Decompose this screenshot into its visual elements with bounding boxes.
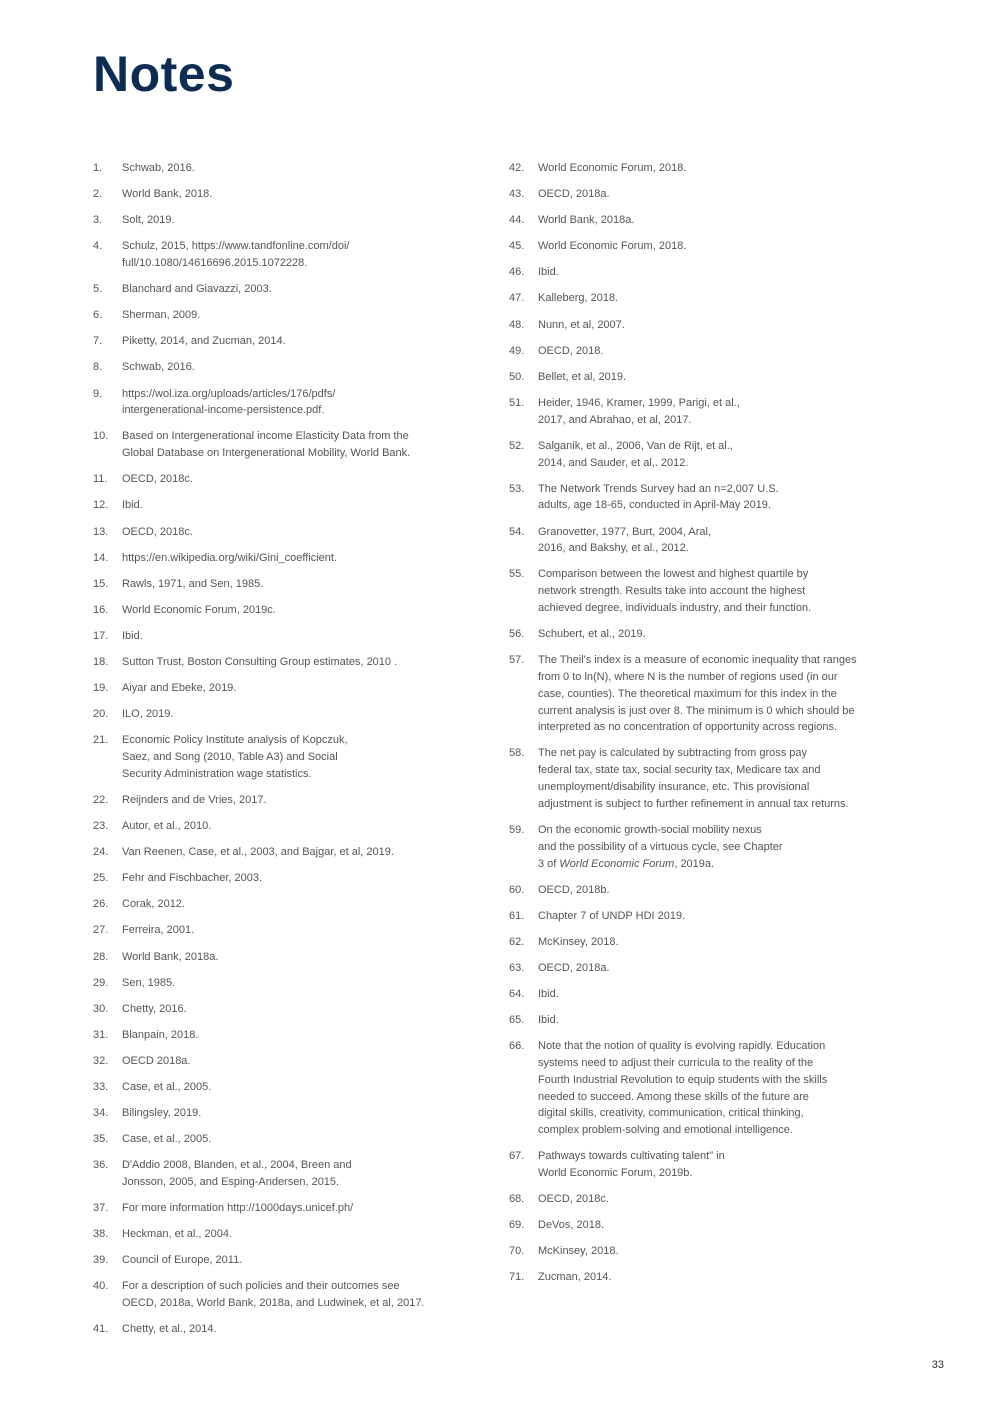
note-text: Reijnders and de Vries, 2017.	[122, 793, 267, 806]
note-item	[509, 395, 901, 429]
note-text: Ibid.	[538, 1014, 559, 1027]
note-text: Zucman, 2014.	[538, 1271, 612, 1284]
note-number: 67.	[509, 1150, 525, 1163]
note-number: 39.	[93, 1254, 109, 1267]
note-number: 13.	[93, 525, 109, 538]
note-text: World Economic Forum, 2019c.	[122, 603, 276, 616]
note-number: 17.	[93, 629, 109, 642]
note-item	[509, 986, 901, 1003]
note-text: Ibid.	[122, 499, 143, 512]
note-number: 41.	[93, 1323, 109, 1336]
note-number: 1.	[93, 162, 103, 174]
note-text: Aiyar and Ebeke, 2019.	[122, 682, 237, 695]
note-text-italic: World Economic Forum	[559, 857, 675, 870]
note-item	[509, 1148, 901, 1182]
note-text: OECD 2018a.	[122, 1054, 191, 1067]
note-text: OECD, 2018c.	[122, 525, 193, 538]
note-text: Heider, 1946, Kramer, 1999, Parigi, et al., 2017, and Abrahao, et al, 2017.	[538, 396, 740, 426]
note-number: 55.	[509, 568, 525, 581]
notes-column-left	[93, 160, 463, 1347]
note-number: 42.	[509, 162, 525, 174]
note-number: 38.	[93, 1228, 109, 1241]
note-text: https://en.wikipedia.org/wiki/Gini_coefficient.	[122, 551, 338, 564]
note-text: Heckman, et al., 2004.	[122, 1228, 233, 1241]
note-item	[93, 497, 463, 514]
note-number: 56.	[509, 628, 525, 641]
note-item	[509, 934, 901, 951]
note-item	[509, 438, 901, 472]
note-number: 47.	[509, 292, 525, 305]
note-number: 40.	[93, 1280, 109, 1293]
note-text: World Bank, 2018a.	[122, 950, 219, 963]
note-text	[538, 822, 901, 872]
note-item	[509, 212, 901, 229]
note-text: Ibid.	[122, 629, 143, 642]
note-item	[509, 524, 901, 558]
note-number: 3.	[93, 214, 103, 227]
note-item	[93, 386, 463, 420]
note-number: 22.	[93, 793, 109, 806]
note-number: 16.	[93, 603, 109, 616]
note-text: World Economic Forum, 2018.	[538, 162, 687, 174]
note-number: 29.	[93, 976, 109, 989]
note-item	[509, 481, 901, 515]
note-number: 59.	[509, 823, 525, 836]
note-text: Granovetter, 1977, Burt, 2004, Aral, 2016, and Bakshy, et al., 2012.	[538, 525, 712, 555]
note-text: OECD, 2018b.	[538, 883, 610, 896]
note-text: Kalleberg, 2018.	[538, 292, 619, 305]
note-item	[93, 1252, 463, 1269]
note-number: 64.	[509, 988, 525, 1001]
note-number: 34.	[93, 1107, 109, 1120]
note-item	[93, 654, 463, 671]
note-item	[509, 908, 901, 925]
note-number: 12.	[93, 499, 109, 512]
note-item	[509, 652, 901, 736]
note-text: OECD, 2018c.	[538, 1193, 609, 1206]
note-number: 66.	[509, 1040, 525, 1053]
note-text: The Theil's index is a measure of economic inequality that ranges from 0 to ln(N), where N is the number of regions used (in our case, counties). The theoretical maximum for this index in the current analysis is just over 8. The minimum is 0 which should be interpreted as no concentration of opportunity across regions.	[538, 654, 857, 734]
note-number: 51.	[509, 396, 525, 409]
note-number: 19.	[93, 682, 109, 695]
note-text: World Bank, 2018a.	[538, 214, 635, 227]
note-item	[509, 317, 901, 334]
note-item	[93, 922, 463, 939]
notes-column-right	[509, 160, 901, 1296]
note-number: 70.	[509, 1245, 525, 1258]
note-number: 61.	[509, 909, 525, 922]
note-item	[93, 428, 463, 462]
note-item	[93, 186, 463, 203]
note-item	[509, 1191, 901, 1208]
note-item	[93, 281, 463, 298]
note-text: The net pay is calculated by subtracting from gross pay federal tax, state tax, social security tax, Medicare tax and unemployment/disability insurance, etc. This provisional adjustment is subject to further refinement in annual tax returns.	[538, 747, 849, 810]
note-number: 48.	[509, 318, 525, 331]
note-text: Ibid.	[538, 988, 559, 1001]
note-number: 68.	[509, 1193, 525, 1206]
note-number: 43.	[509, 188, 525, 201]
note-number: 49.	[509, 344, 525, 357]
note-number: 11.	[93, 473, 108, 486]
note-item	[93, 576, 463, 593]
note-item	[93, 1105, 463, 1122]
note-item	[93, 1278, 463, 1312]
note-number: 28.	[93, 950, 109, 963]
note-text: Autor, et al., 2010.	[122, 820, 212, 833]
note-text: World Bank, 2018.	[122, 188, 213, 201]
note-item	[93, 550, 463, 567]
note-number: 30.	[93, 1002, 109, 1015]
note-item	[509, 745, 901, 812]
note-number: 14.	[93, 551, 109, 564]
note-item	[509, 882, 901, 899]
note-item	[93, 524, 463, 541]
note-number: 23.	[93, 820, 109, 833]
note-number: 62.	[509, 935, 525, 948]
note-text: Comparison between the lowest and highest quartile by network strength. Results take into account the highest achieved degree, individuals industry, and their function.	[538, 568, 812, 614]
note-text: Ibid.	[538, 266, 559, 279]
note-text: Schulz, 2015, https://www.tandfonline.com/doi/ full/10.1080/14616696.2015.1072228.	[122, 240, 350, 270]
note-item	[93, 359, 463, 376]
note-number: 27.	[93, 924, 109, 937]
note-number: 5.	[93, 283, 103, 296]
note-text: ILO, 2019.	[122, 708, 174, 721]
note-item	[509, 343, 901, 360]
note-text: Sutton Trust, Boston Consulting Group estimates, 2010 .	[122, 655, 398, 668]
note-number: 54.	[509, 525, 525, 538]
note-number: 60.	[509, 883, 525, 896]
note-text: For more information http://1000days.unicef.ph/	[122, 1202, 354, 1215]
note-number: 4.	[93, 240, 103, 253]
note-item	[93, 1200, 463, 1217]
note-text: Bellet, et al, 2019.	[538, 370, 627, 383]
note-item	[93, 949, 463, 966]
note-item	[93, 818, 463, 835]
note-text: The Network Trends Survey had an n=2,007 U.S. adults, age 18-65, conducted in April-May 2019.	[538, 482, 779, 512]
note-number: 18.	[93, 655, 109, 668]
note-number: 37.	[93, 1202, 109, 1215]
note-text: Schwab, 2016.	[122, 361, 195, 374]
note-item	[93, 160, 463, 177]
note-item	[509, 1038, 901, 1139]
note-text: Schwab, 2016.	[122, 162, 195, 174]
note-text: Bilingsley, 2019.	[122, 1107, 202, 1120]
note-text: Economic Policy Institute analysis of Kopczuk, Saez, and Song (2010, Table A3) and Social Security Administration wage statistics.	[122, 734, 348, 780]
note-text: Council of Europe, 2011.	[122, 1254, 243, 1267]
note-number: 31.	[93, 1028, 109, 1041]
note-number: 35.	[93, 1133, 109, 1146]
note-text: Corak, 2012.	[122, 898, 185, 911]
note-number: 36.	[93, 1159, 109, 1172]
note-item	[509, 1269, 901, 1286]
note-item	[509, 1243, 901, 1260]
note-number: 7.	[93, 335, 103, 348]
note-number: 63.	[509, 961, 525, 974]
note-item	[93, 307, 463, 324]
note-number: 52.	[509, 439, 525, 452]
note-number: 44.	[509, 214, 525, 227]
note-item	[93, 680, 463, 697]
note-item	[509, 369, 901, 386]
note-number: 50.	[509, 370, 525, 383]
note-item	[93, 212, 463, 229]
note-text: Rawls, 1971, and Sen, 1985.	[122, 577, 264, 590]
note-text: Ferreira, 2001.	[122, 924, 195, 937]
note-text: Blanpain, 2018.	[122, 1028, 199, 1041]
note-item	[93, 1001, 463, 1018]
note-item	[509, 290, 901, 307]
note-item	[93, 1157, 463, 1191]
note-text: Pathways towards cultivating talent" in World Economic Forum, 2019b.	[538, 1150, 725, 1180]
note-item	[93, 792, 463, 809]
note-item	[93, 975, 463, 992]
note-text: For a description of such policies and their outcomes see OECD, 2018a, World Bank, 2018a, and Ludwinek, et al, 2017.	[122, 1280, 425, 1310]
note-item	[509, 264, 901, 281]
note-item	[93, 732, 463, 782]
note-item	[93, 238, 463, 272]
note-text: OECD, 2018a.	[538, 188, 610, 201]
note-text: Case, et al., 2005.	[122, 1080, 212, 1093]
note-text: Based on Intergenerational income Elasticity Data from the Global Database on Intergenerational Mobility, World Bank.	[122, 430, 411, 460]
note-number: 57.	[509, 654, 525, 667]
note-item	[509, 1217, 901, 1234]
note-number: 33.	[93, 1080, 109, 1093]
note-text: DeVos, 2018.	[538, 1219, 605, 1232]
note-number: 53.	[509, 482, 525, 495]
page-title: Notes	[93, 46, 235, 102]
note-text: Fehr and Fischbacher, 2003.	[122, 872, 263, 885]
note-item	[509, 822, 901, 872]
note-item	[509, 186, 901, 203]
note-text: Case, et al., 2005.	[122, 1133, 212, 1146]
note-number: 58.	[509, 747, 525, 760]
note-text: Van Reenen, Case, et al., 2003, and Bajgar, et al, 2019.	[122, 846, 394, 859]
note-text: Nunn, et al, 2007.	[538, 318, 625, 331]
note-number: 8.	[93, 361, 103, 374]
note-text: Solt, 2019.	[122, 214, 175, 227]
note-text: https://wol.iza.org/uploads/articles/176/pdfs/ intergenerational-income-persistence.pdf.	[122, 387, 336, 417]
note-item	[93, 602, 463, 619]
note-text: D'Addio 2008, Blanden, et al., 2004, Breen and Jonsson, 2005, and Esping-Andersen, 2015.	[122, 1159, 352, 1189]
note-number: 6.	[93, 309, 103, 322]
note-number: 71.	[509, 1271, 525, 1284]
note-text: Note that the notion of quality is evolving rapidly. Education systems need to adjust their curricula to the reality of the Fourth Industrial Revolution to equip students with the skills needed to succeed. Among these skills of the future are digital skills, creativity, communication, critical thinking, complex problem-solving and emotional intelligence.	[538, 1040, 828, 1137]
note-item	[93, 1027, 463, 1044]
note-text: OECD, 2018c.	[122, 473, 193, 486]
note-number: 2.	[93, 188, 103, 201]
note-text-part: On the economic growth-social mobility nexus and the possibility of a virtuous cycle, see Chapter 3 of	[538, 823, 783, 870]
note-number: 15.	[93, 577, 109, 590]
note-item	[509, 566, 901, 616]
note-number: 10.	[93, 430, 109, 443]
note-text: Sherman, 2009.	[122, 309, 201, 322]
page-number: 33	[931, 1359, 944, 1371]
note-item	[93, 471, 463, 488]
note-item	[93, 1226, 463, 1243]
note-number: 26.	[93, 898, 109, 911]
note-text: OECD, 2018.	[538, 344, 604, 357]
note-item	[93, 1321, 463, 1338]
note-text: Salganik, et al., 2006, Van de Rijt, et al., 2014, and Sauder, et al,. 2012.	[538, 439, 733, 469]
note-item	[93, 1053, 463, 1070]
note-text: Schubert, et al., 2019.	[538, 628, 646, 641]
note-text: Chapter 7 of UNDP HDI 2019.	[538, 909, 686, 922]
note-item	[93, 333, 463, 350]
note-text: Blanchard and Giavazzi, 2003.	[122, 283, 272, 296]
note-item	[509, 960, 901, 977]
note-text: Sen, 1985.	[122, 976, 176, 989]
note-text: Chetty, et al., 2014.	[122, 1323, 217, 1336]
note-number: 46.	[509, 266, 525, 279]
note-text: Piketty, 2014, and Zucman, 2014.	[122, 335, 286, 348]
note-item	[509, 160, 901, 177]
note-number: 65.	[509, 1014, 525, 1027]
note-item	[93, 706, 463, 723]
note-text: McKinsey, 2018.	[538, 935, 619, 948]
note-number: 69.	[509, 1219, 525, 1232]
note-number: 20.	[93, 708, 109, 721]
note-item	[93, 1079, 463, 1096]
note-number: 21.	[93, 734, 109, 747]
note-number: 32.	[93, 1054, 109, 1067]
note-number: 45.	[509, 240, 525, 253]
note-number: 24.	[93, 846, 109, 859]
note-item	[509, 626, 901, 643]
note-item	[93, 896, 463, 913]
note-text: World Economic Forum, 2018.	[538, 240, 687, 253]
note-item	[509, 1012, 901, 1029]
note-text-part: , 2019a.	[674, 857, 715, 870]
note-text: Chetty, 2016.	[122, 1002, 187, 1015]
note-item	[93, 1131, 463, 1148]
note-text: OECD, 2018a.	[538, 961, 610, 974]
note-item	[93, 628, 463, 645]
note-item	[93, 844, 463, 861]
note-number: 9.	[93, 387, 103, 400]
note-item	[93, 870, 463, 887]
note-number: 25.	[93, 872, 109, 885]
note-item	[509, 238, 901, 255]
note-text: McKinsey, 2018.	[538, 1245, 619, 1258]
